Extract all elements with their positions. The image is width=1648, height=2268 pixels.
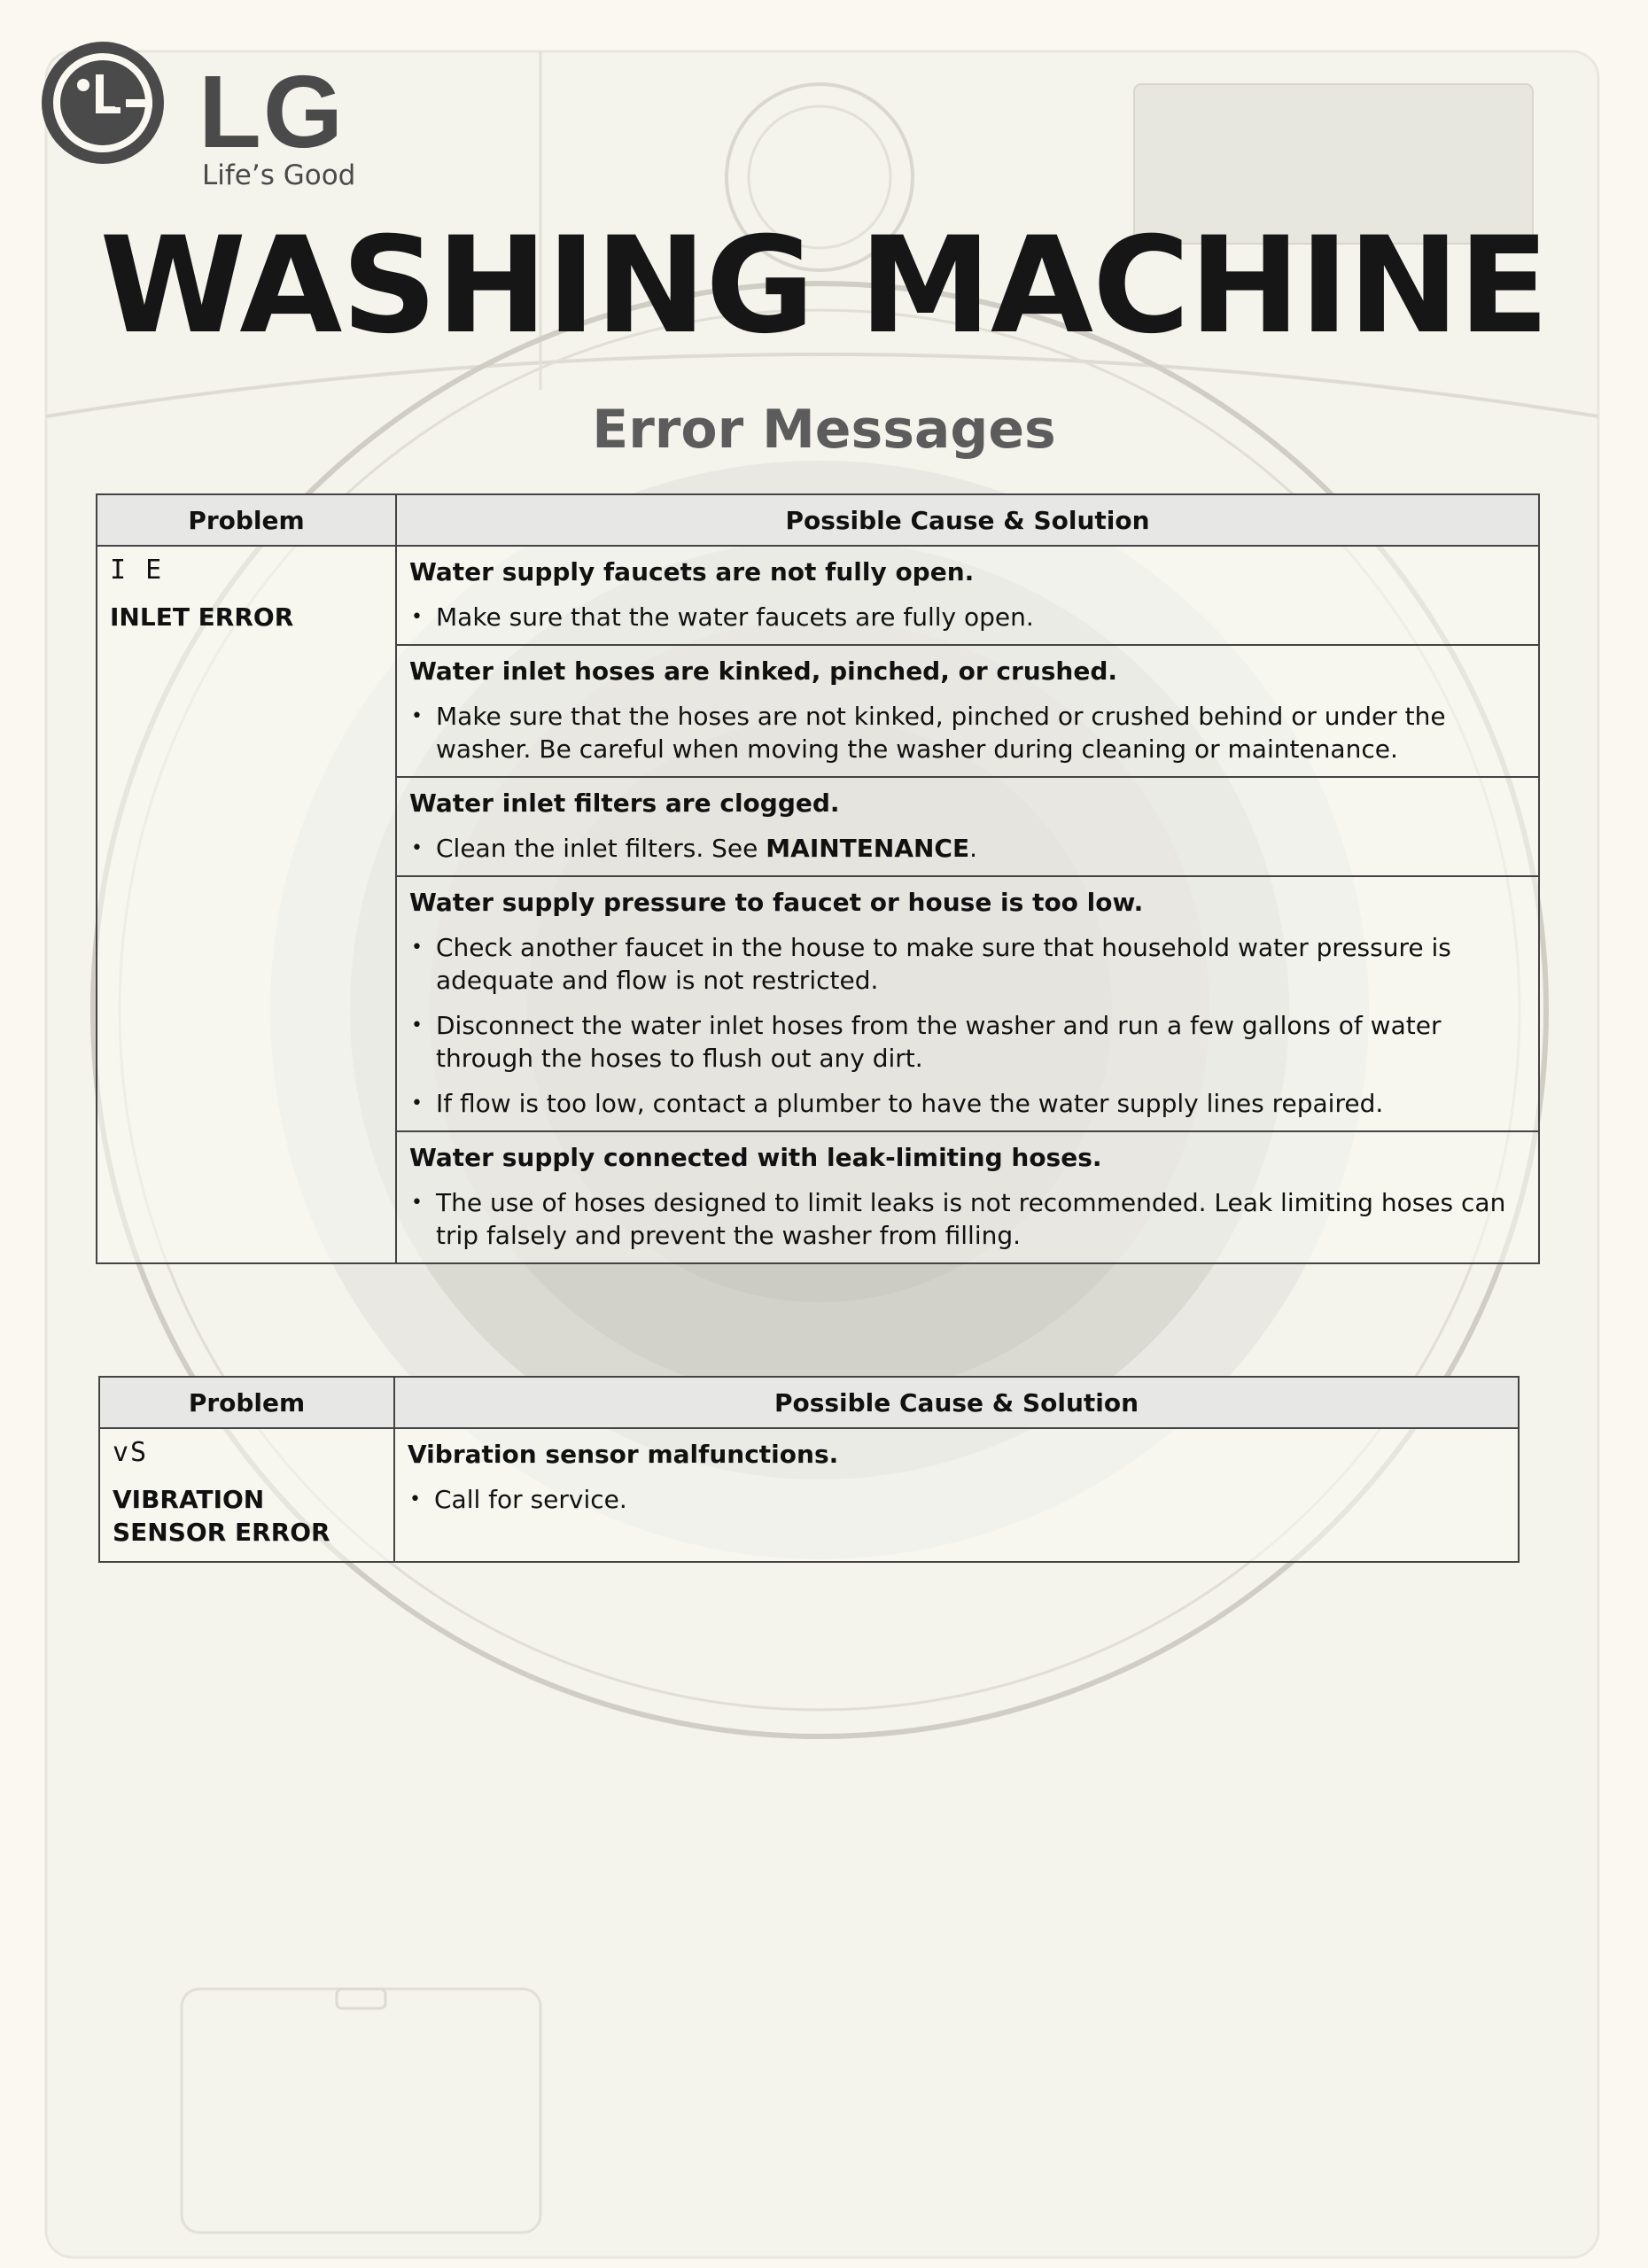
solution-item: • Make sure that the water faucets are fully open.	[409, 601, 1526, 633]
solution-list	[409, 601, 1526, 633]
cause-cell	[396, 546, 1539, 645]
cause-title: Water supply faucets are not fully open.	[409, 557, 975, 586]
logo-tagline: Life’s Good	[202, 159, 356, 191]
logo-text: LG	[198, 54, 346, 169]
solution-list	[409, 931, 1526, 1120]
lg-logo	[41, 41, 377, 200]
solution-item: • Disconnect the water inlet hoses from the washer and run a few gallons of water through the hoses to flush out any dirt.	[409, 1009, 1526, 1075]
cause-cell	[394, 1428, 1519, 1562]
header-cause-solution: Possible Cause & Solution	[394, 1377, 1519, 1428]
cause-cell	[396, 645, 1539, 777]
cause-title: Vibration sensor malfunctions.	[408, 1440, 839, 1469]
inlet-error-table	[96, 493, 1540, 1264]
maintenance-reference: MAINTENANCE	[766, 834, 970, 863]
page-subtitle: Error Messages	[592, 399, 1056, 461]
table-row	[97, 546, 1539, 645]
solution-item: • Make sure that the hoses are not kinked, pinched or crushed behind or under the washer. Be careful when moving the washer during cleaning or maintenance.	[409, 700, 1526, 765]
cause-cell	[396, 876, 1539, 1131]
header-cause-solution: Possible Cause & Solution	[396, 494, 1539, 546]
solution-list	[408, 1483, 1505, 1516]
vibration-error-table	[98, 1376, 1520, 1563]
table-row	[99, 1428, 1519, 1562]
header-problem: Problem	[97, 494, 396, 546]
header-problem: Problem	[99, 1377, 394, 1428]
solution-item: • The use of hoses designed to limit leaks is not recommended. Leak limiting hoses can trip falsely and prevent the washer from filling.	[409, 1186, 1526, 1252]
cause-title: Water inlet hoses are kinked, pinched, or crushed.	[409, 656, 1118, 686]
cause-cell	[396, 1131, 1539, 1263]
lg-face-icon	[41, 41, 174, 174]
solution-item	[409, 832, 1526, 865]
error-name: INLET ERROR	[110, 602, 294, 632]
solution-list	[409, 1186, 1526, 1252]
table-header-row	[97, 494, 1539, 546]
error-code: vS	[113, 1437, 149, 1468]
cause-cell	[396, 777, 1539, 876]
error-name: VIBRATION SENSOR ERROR	[113, 1485, 330, 1547]
cause-title: Water supply pressure to faucet or house is too low.	[409, 888, 1144, 917]
solution-item: • If flow is too low, contact a plumber to have the water supply lines repaired.	[409, 1087, 1526, 1120]
solution-list	[409, 832, 1526, 865]
solution-text: Clean the inlet filters. See	[436, 834, 766, 863]
error-code: I E	[110, 555, 164, 586]
solution-item: • Check another faucet in the house to make sure that household water pressure is adequate and flow is not restricted.	[409, 931, 1526, 997]
cause-title: Water inlet filters are clogged.	[409, 788, 840, 818]
solution-item: • Call for service.	[408, 1483, 1505, 1516]
problem-cell	[97, 546, 396, 1263]
solution-text-end: .	[969, 834, 978, 863]
cause-title: Water supply connected with leak-limiting hoses.	[409, 1143, 1102, 1172]
page-title: WASHING MACHINE	[99, 209, 1549, 363]
problem-cell	[99, 1428, 394, 1562]
solution-list	[409, 700, 1526, 765]
table-header-row	[99, 1377, 1519, 1428]
